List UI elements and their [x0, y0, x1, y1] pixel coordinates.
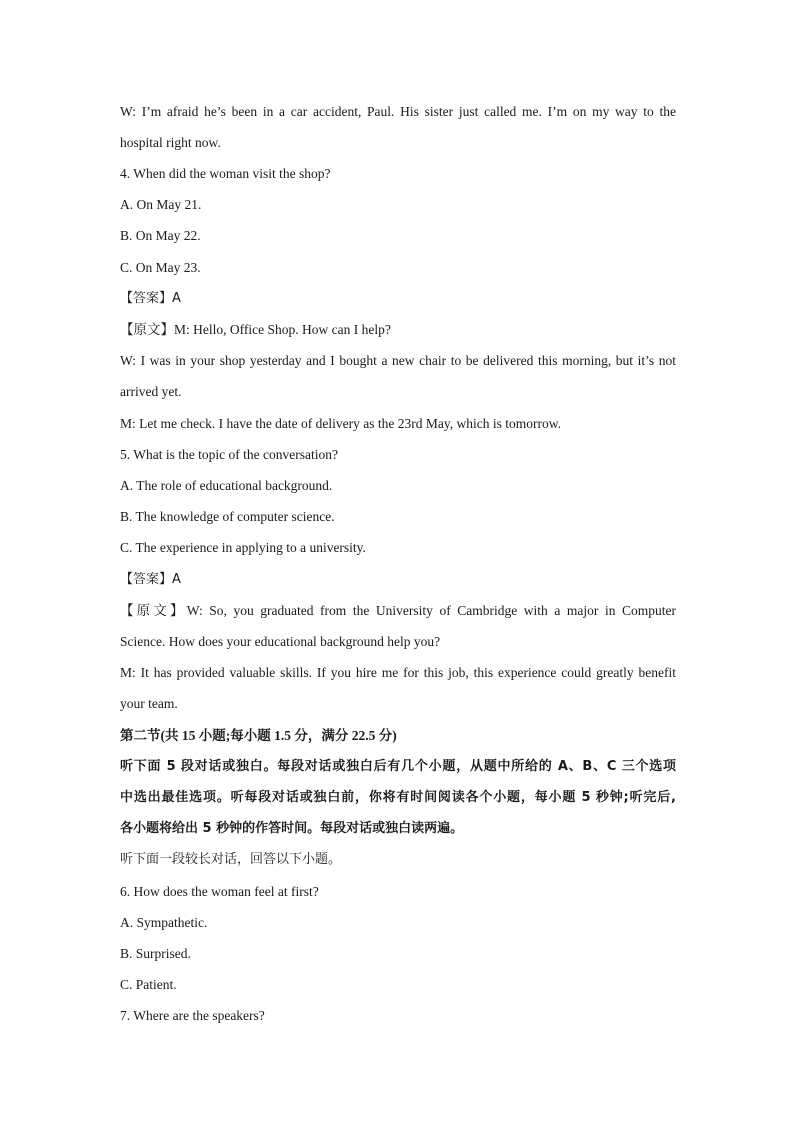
dialogue-line-continuation: hospital right now.: [120, 135, 221, 150]
question-6-option-a: A. Sympathetic.: [120, 915, 208, 930]
section-instructions: 各小题将给出 5 秒钟的作答时间。每段对话或独白读两遍。: [120, 821, 464, 836]
question-4-option-c: C. On May 23.: [120, 260, 201, 275]
question-6-option-b: B. Surprised.: [120, 946, 191, 961]
question-5-option-a: A. The role of educational background.: [120, 478, 333, 493]
transcript-label: 【原文】W: So, you graduated from the University of Cambridge with a major in Computer: [120, 603, 676, 618]
listening-instruction: 听下面一段较长对话，回答以下小题。: [120, 852, 342, 867]
question-4-option-b: B. On May 22.: [120, 228, 201, 243]
transcript-line: M: It has provided valuable skills. If you hire me for this job, this experience could greatly benefit: [120, 665, 676, 680]
question-4: 4. When did the woman visit the shop?: [120, 166, 331, 181]
question-6-option-c: C. Patient.: [120, 977, 177, 992]
section-heading: 第二节(共 15 小题;每小题 1.5 分，满分 22.5 分): [120, 728, 397, 743]
question-6: 6. How does the woman feel at first?: [120, 884, 319, 899]
question-4-option-a: A. On May 21.: [120, 197, 202, 212]
dialogue-line-w-accident: W: I’m afraid he’s been in a car accident, Paul. His sister just called me. I’m on my way to the: [120, 104, 676, 119]
transcript-line: W: I was in your shop yesterday and I bought a new chair to be delivered this morning, but it’s not: [120, 353, 676, 368]
question-7: 7. Where are the speakers?: [120, 1008, 265, 1023]
section-instructions: 听下面 5 段对话或独白。每段对话或独白后有几个小题，从题中所给的 A、B、C 三个选项: [120, 759, 676, 774]
transcript-label: 【原文】M: Hello, Office Shop. How can I help?: [120, 322, 391, 337]
transcript-line: your team.: [120, 696, 178, 711]
answer-label: 【答案】A: [120, 572, 181, 587]
answer-label: 【答案】A: [120, 291, 181, 306]
question-5: 5. What is the topic of the conversation?: [120, 447, 338, 462]
section-instructions: 中选出最佳选项。听每段对话或独白前，你将有时间阅读各个小题，每小题 5 秒钟;听完后,: [120, 790, 676, 805]
transcript-line: Science. How does your educational background help you?: [120, 634, 441, 649]
question-5-option-c: C. The experience in applying to a university.: [120, 540, 366, 555]
transcript-line: M: Let me check. I have the date of delivery as the 23rd May, which is tomorrow.: [120, 416, 561, 431]
transcript-line: arrived yet.: [120, 384, 182, 399]
question-5-option-b: B. The knowledge of computer science.: [120, 509, 335, 524]
